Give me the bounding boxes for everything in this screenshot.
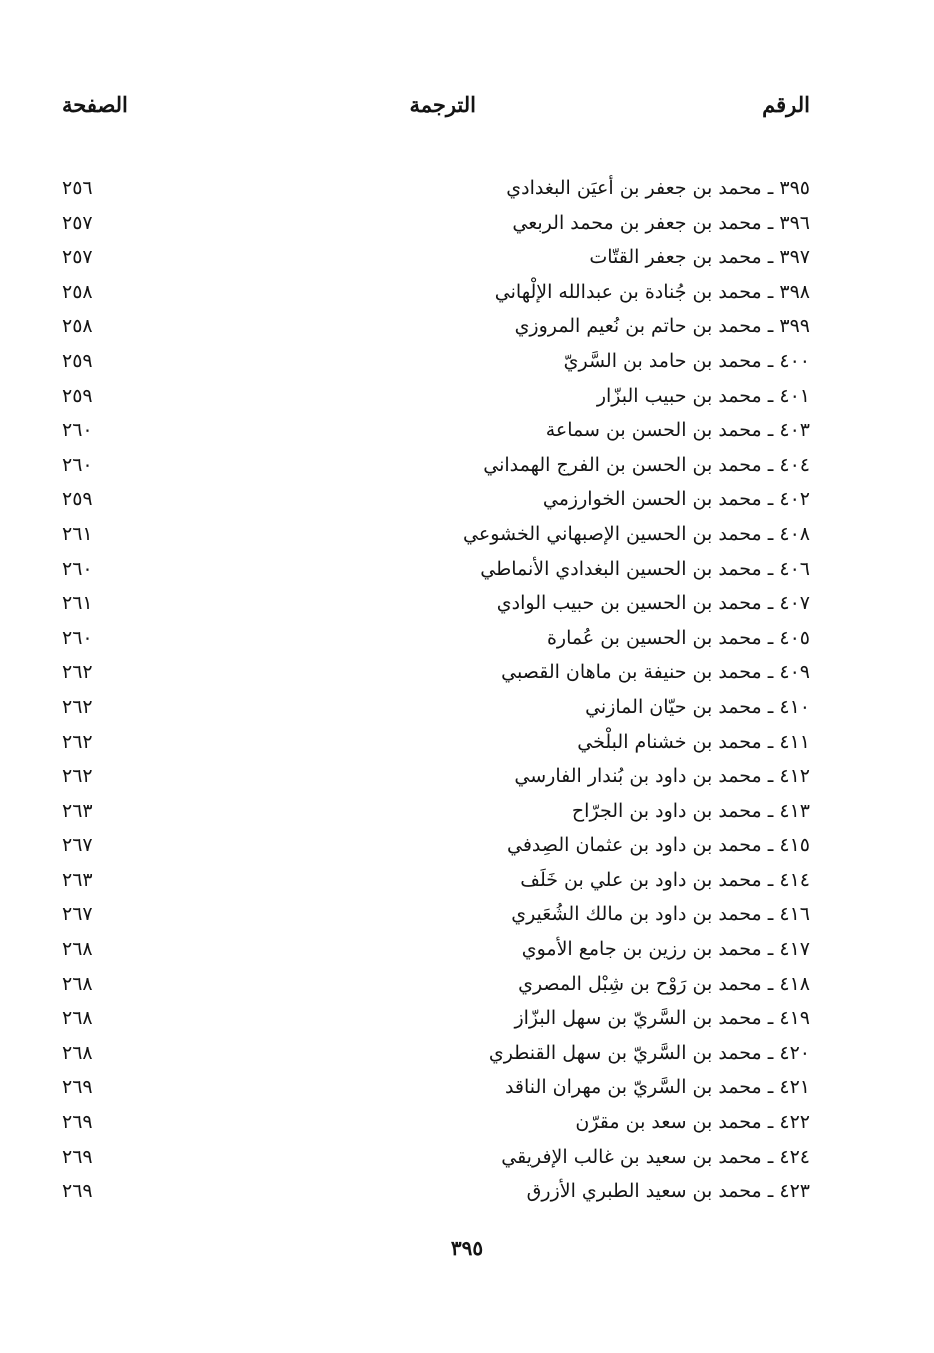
entry-page: ٢٦١ <box>62 592 93 615</box>
entry-page: ٢٦٩ <box>62 1145 93 1168</box>
list-item <box>62 932 810 967</box>
entry-name: ٤٠٩ ـ محمد بن حنيفة بن ماهان القصبي <box>501 661 810 684</box>
entry-page: ٢٦٨ <box>62 1007 93 1030</box>
list-item <box>62 379 810 414</box>
entries-list <box>62 171 810 1209</box>
entry-name: ٤١٦ ـ محمد بن داود بن مالك الشُعَيري <box>511 903 810 926</box>
list-item <box>62 517 810 552</box>
entry-name: ٤٠٧ ـ محمد بن الحسين بن حبيب الوادي <box>496 592 810 615</box>
entry-page: ٢٦٧ <box>62 903 93 926</box>
entry-name: ٤١٤ ـ محمد بن داود بن علي بن خَلَف <box>520 868 810 891</box>
list-item <box>62 1070 810 1105</box>
list-item <box>62 275 810 310</box>
list-item <box>62 448 810 483</box>
list-item <box>62 897 810 932</box>
entry-page: ٢٥٩ <box>62 384 93 407</box>
entry-page: ٢٦٠ <box>62 453 93 476</box>
entry-name: ٤١٧ ـ محمد بن رزين بن جامع الأموي <box>521 938 810 961</box>
entry-page: ٢٦٢ <box>62 765 93 788</box>
entry-name: ٣٩٦ ـ محمد بن جعفر بن محمد الربعي <box>512 211 810 234</box>
entry-name: ٣٩٥ ـ محمد بن جعفر بن أعيَن البغدادي <box>506 177 810 199</box>
entry-page: ٢٦٢ <box>62 730 93 753</box>
list-item <box>62 552 810 587</box>
list-item <box>62 655 810 690</box>
entry-page: ٢٦٩ <box>62 1111 93 1134</box>
entry-page: ٢٥٩ <box>62 349 93 372</box>
entry-page: ٢٥٨ <box>62 280 93 303</box>
header-title-label: الترجمة <box>409 92 476 117</box>
header-page-label: الصفحة <box>62 92 128 117</box>
entry-page: ٢٥٩ <box>62 488 93 511</box>
list-item <box>62 1036 810 1071</box>
entry-name: ٤٠١ ـ محمد بن حبيب البزّار <box>596 384 810 407</box>
list-item <box>62 828 810 863</box>
entry-name: ٤١٠ ـ محمد بن حيّان المازني <box>585 695 810 718</box>
list-item <box>62 1140 810 1175</box>
entry-page: ٢٦٢ <box>62 661 93 684</box>
footer-page-number: ٣٩٥ <box>450 1236 484 1260</box>
entry-page: ٢٦٩ <box>62 1180 93 1203</box>
entry-page: ٢٦٨ <box>62 938 93 961</box>
entry-name: ٤١٢ ـ محمد بن داود بن بُندار الفارسي <box>514 765 810 788</box>
entry-name: ٣٩٩ ـ محمد بن حاتم بن نُعيم المروزي <box>514 315 810 338</box>
entry-page: ٢٦٠ <box>62 557 93 580</box>
list-item <box>62 725 810 760</box>
list-item <box>62 206 810 241</box>
entry-name: ٤٢٤ ـ محمد بن سعيد بن غالب الإفريقي <box>501 1145 810 1168</box>
entry-page: ٢٦٩ <box>62 1076 93 1099</box>
list-item <box>62 967 810 1002</box>
entry-name: ٤٠٥ ـ محمد بن الحسين بن عُمارة <box>546 626 810 649</box>
entry-page: ٢٦٠ <box>62 419 93 442</box>
entry-page: ٢٥٧ <box>62 211 93 234</box>
list-item <box>62 1105 810 1140</box>
entry-name: ٤٠٤ ـ محمد بن الحسن بن الفرج الهمداني <box>483 453 810 476</box>
entry-name: ٣٩٨ ـ محمد بن جُنادة بن عبدالله الإلْهاني <box>494 280 810 303</box>
list-item <box>62 1001 810 1036</box>
entry-name: ٤١٥ ـ محمد بن داود بن عثمان الصِدفي <box>507 834 810 857</box>
list-item <box>62 759 810 794</box>
entry-page: ٢٦٠ <box>62 626 93 649</box>
entry-name: ٤٢٠ ـ محمد بن السَّريّ بن سهل القنطري <box>488 1041 810 1064</box>
list-item <box>62 240 810 275</box>
entry-name: ٤١٩ ـ محمد بن السَّريّ بن سهل البزّاز <box>514 1007 810 1030</box>
list-item <box>62 1174 810 1209</box>
entry-page: ٢٥٨ <box>62 315 93 338</box>
list-item <box>62 794 810 829</box>
entry-name: ٤١٨ ـ محمد بن رَوْح بن شِبْل المصري <box>518 972 810 995</box>
list-item <box>62 171 810 206</box>
entry-page: ٢٦٧ <box>62 834 93 857</box>
entry-name: ٤١٣ ـ محمد بن داود بن الجرّاح <box>571 799 810 822</box>
list-item <box>62 690 810 725</box>
entry-name: ٤٠٢ ـ محمد بن الحسن الخوارزمي <box>542 488 810 511</box>
entry-name: ٤٢١ ـ محمد بن السَّريّ بن مهران الناقد <box>504 1076 810 1099</box>
entry-page: ٢٦٨ <box>62 1041 93 1064</box>
list-item <box>62 863 810 898</box>
entry-page: ٢٦١ <box>62 522 93 545</box>
entry-page: ٢٦٣ <box>62 868 93 891</box>
list-item <box>62 413 810 448</box>
header-number-label: الرقم <box>762 92 810 117</box>
entry-name: ٣٩٧ ـ محمد بن جعفر القتّات <box>589 246 810 269</box>
entry-name: ٤٢٣ ـ محمد بن سعيد الطبري الأزرق <box>526 1180 810 1203</box>
list-item <box>62 586 810 621</box>
list-item <box>62 344 810 379</box>
entry-page: ٢٦٨ <box>62 972 93 995</box>
list-item <box>62 309 810 344</box>
entry-page: ٢٥٦ <box>62 177 93 199</box>
entry-page: ٢٦٣ <box>62 799 93 822</box>
entry-name: ٤٠٦ ـ محمد بن الحسين البغدادي الأنماطي <box>480 557 810 580</box>
entry-name: ٤٠٣ ـ محمد بن الحسن بن سماعة <box>545 419 810 442</box>
entry-name: ٤٠٨ ـ محمد بن الحسين الإصبهاني الخشوعي <box>463 522 810 545</box>
list-item <box>62 482 810 517</box>
entry-page: ٢٦٢ <box>62 695 93 718</box>
entry-name: ٤٠٠ ـ محمد بن حامد بن السَّريّ <box>563 349 810 372</box>
column-header <box>62 92 810 126</box>
entry-name: ٤١١ ـ محمد بن خشنام البلْخي <box>577 730 810 753</box>
list-item <box>62 621 810 656</box>
entry-page: ٢٥٧ <box>62 246 93 269</box>
entry-name: ٤٢٢ ـ محمد بن سعد بن مقرّن <box>575 1111 810 1134</box>
